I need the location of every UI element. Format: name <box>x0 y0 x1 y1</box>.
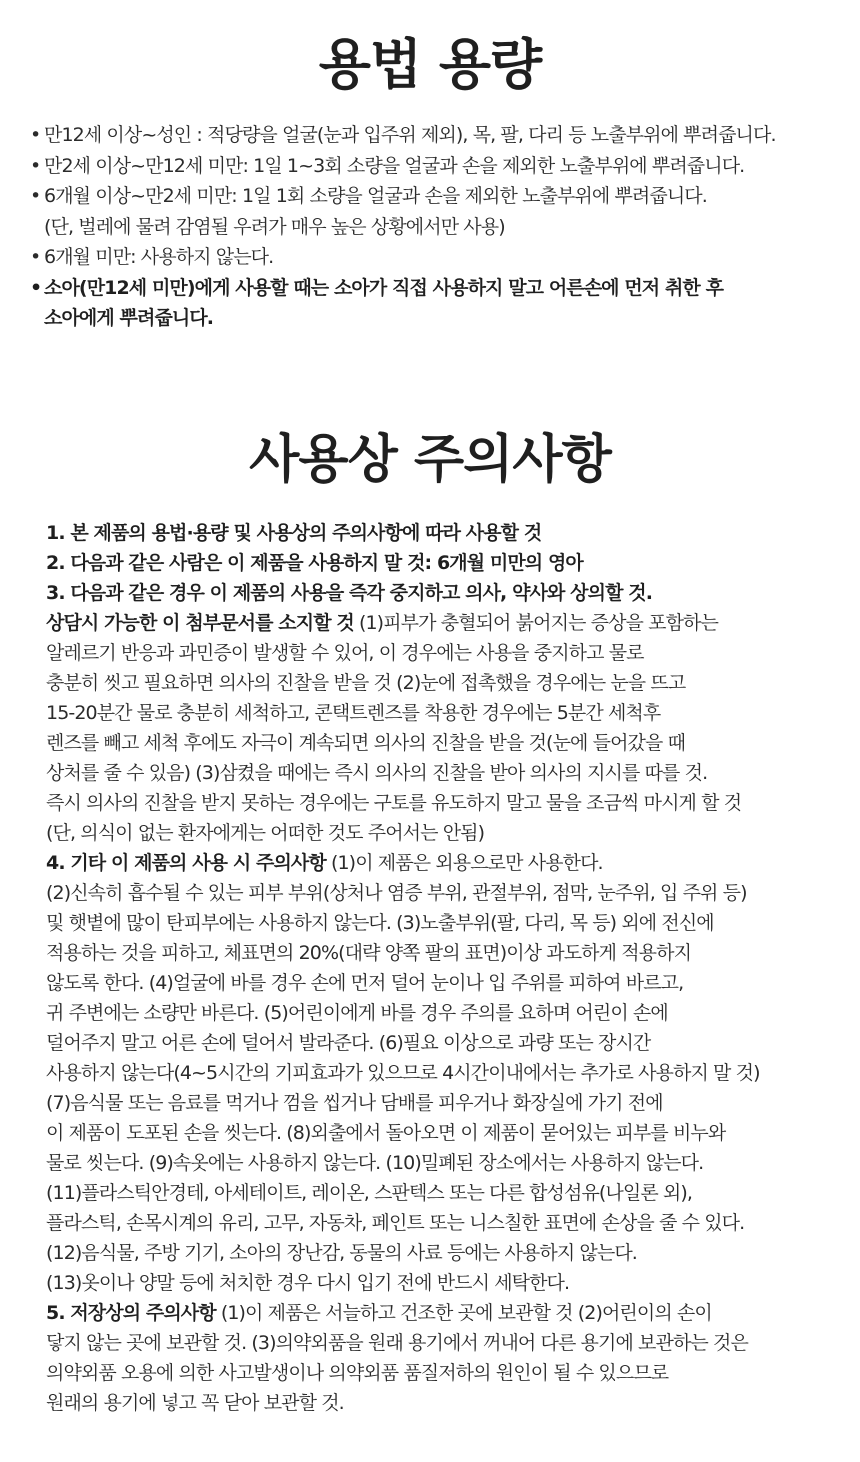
dosage-item <box>30 181 850 242</box>
precaution-text: 귀 주변에는 소량만 바른다. (5)어린이에게 바를 경우 주의를 요하며 어린이 손에 <box>46 1002 668 1024</box>
precaution-heading: 3. 다음과 같은 경우 이 제품의 사용을 즉각 중지하고 의사, 약사와 상의할 것. <box>46 582 653 604</box>
precaution-text: (1)이 제품은 서늘하고 건조한 곳에 보관할 것 (2)어린이의 손이 <box>215 1302 712 1324</box>
precaution-line <box>46 698 846 728</box>
dosage-item <box>30 120 850 151</box>
precaution-line <box>46 1208 846 1238</box>
bullet-icon: • <box>30 124 41 146</box>
dosage-text: 만2세 이상~만12세 미만: 1일 1~3회 소량을 얼굴과 손을 제외한 노출부위에 뿌려줍니다. <box>44 154 745 177</box>
precaution-text: (13)옷이나 양말 등에 처치한 경우 다시 입기 전에 반드시 세탁한다. <box>46 1272 570 1294</box>
dosage-text: 소아에게 뿌려줍니다. <box>44 307 214 329</box>
precaution-text: 덜어주지 말고 어른 손에 덜어서 발라준다. (6)필요 이상으로 과량 또는 장시간 <box>46 1032 651 1054</box>
precaution-line <box>46 728 846 758</box>
dosage-list <box>30 120 850 334</box>
precaution-text: 적용하는 것을 피하고, 체표면의 20%(대략 양쪽 팔의 표면)이상 과도하게 적용하지 <box>46 942 692 964</box>
precaution-text: 플라스틱, 손목시계의 유리, 고무, 자동차, 페인트 또는 니스칠한 표면에 손상을 줄 수 있다. <box>46 1212 745 1234</box>
bullet-icon: • <box>30 185 41 207</box>
precaution-text: 사용하지 않는다(4~5시간의 기피효과가 있으므로 4시간이내에서는 추가로 사용하지 말 것) <box>46 1062 760 1084</box>
dosage-item-emphasis <box>30 273 850 334</box>
precaution-text: 물로 씻는다. (9)속옷에는 사용하지 않는다. (10)밀폐된 장소에서는 사용하지 않는다. <box>46 1152 704 1174</box>
bullet-icon: • <box>30 276 42 299</box>
precaution-text: (1)피부가 충혈되어 붉어지는 증상을 포함하는 <box>353 612 718 634</box>
precaution-heading: 상담시 가능한 이 첨부문서를 소지할 것 <box>46 612 354 634</box>
precaution-text: 원래의 용기에 넣고 꼭 닫아 보관할 것. <box>46 1392 344 1414</box>
precaution-text: (11)플라스틱안경테, 아세테이트, 레이온, 스판텍스 또는 다른 합성섬유(나일론 외), <box>46 1182 693 1204</box>
precaution-heading: 5. 저장상의 주의사항 <box>46 1302 216 1324</box>
precaution-line <box>46 938 846 968</box>
dosage-text: 소아(만12세 미만)에게 사용할 때는 소아가 직접 사용하지 말고 어른손에 먼저 취한 후 <box>44 276 724 299</box>
precaution-line <box>46 518 846 548</box>
precaution-line <box>46 1118 846 1148</box>
precaution-text: 15-20분간 물로 충분히 세척하고, 콘택트렌즈를 착용한 경우에는 5분간 세척후 <box>46 702 661 724</box>
precaution-line <box>46 1388 846 1418</box>
dosage-text: (단, 벌레에 물려 감염될 우려가 매우 높은 상황에서만 사용) <box>44 215 505 238</box>
dosage-item <box>30 242 850 273</box>
precaution-line <box>46 1238 846 1268</box>
precaution-line <box>46 1148 846 1178</box>
dosage-item <box>30 151 850 182</box>
precaution-line <box>46 1298 846 1328</box>
precaution-line <box>46 878 846 908</box>
bullet-icon: • <box>30 154 41 177</box>
precaution-line <box>46 608 846 638</box>
precaution-text: (1)이 제품은 외용으로만 사용한다. <box>325 852 603 874</box>
precaution-text: 의약외품 오용에 의한 사고발생이나 의약외품 품질저하의 원인이 될 수 있으므로 <box>46 1362 669 1384</box>
precaution-line <box>46 1328 846 1358</box>
precaution-text: 및 햇볕에 많이 탄피부에는 사용하지 않는다. (3)노출부위(팔, 다리, 목 등) 외에 전신에 <box>46 912 714 934</box>
precaution-text: (12)음식물, 주방 기기, 소아의 장난감, 동물의 사료 등에는 사용하지 않는다. <box>46 1242 637 1264</box>
precaution-line <box>46 908 846 938</box>
precaution-text: 않도록 한다. (4)얼굴에 바를 경우 손에 먼저 덜어 눈이나 입 주위를 피하여 바르고, <box>46 972 684 994</box>
precaution-line <box>46 638 846 668</box>
precaution-line <box>46 968 846 998</box>
precaution-text: (2)신속히 흡수될 수 있는 피부 부위(상처나 염증 부위, 관절부위, 점막, 눈주위, 입 주위 등) <box>46 882 747 904</box>
precaution-line <box>46 1028 846 1058</box>
precaution-text: 렌즈를 빼고 세척 후에도 자극이 계속되면 의사의 진찰을 받을 것(눈에 들어갔을 때 <box>46 732 686 754</box>
dosage-text: 6개월 이상~만2세 미만: 1일 1회 소량을 얼굴과 손을 제외한 노출부위에 뿌려줍니다. <box>44 185 707 207</box>
precaution-line <box>46 1088 846 1118</box>
section-title-dosage: 용법 용량 <box>318 33 542 96</box>
precaution-text: 충분히 씻고 필요하면 의사의 진찰을 받을 것 (2)눈에 접촉했을 경우에는 눈을 뜨고 <box>46 672 686 694</box>
precaution-line <box>46 578 846 608</box>
precaution-line <box>46 1058 846 1088</box>
precautions-body <box>46 518 846 1418</box>
precaution-text: 알레르기 반응과 과민증이 발생할 수 있어, 이 경우에는 사용을 중지하고 물로 <box>46 642 644 664</box>
dosage-text: 6개월 미만: 사용하지 않는다. <box>44 246 274 268</box>
precaution-text: (단, 의식이 없는 환자에게는 어떠한 것도 주어서는 안됨) <box>46 822 485 844</box>
precaution-heading: 2. 다음과 같은 사람은 이 제품을 사용하지 말 것: 6개월 미만의 영아 <box>46 552 583 574</box>
dosage-text: 만12세 이상~성인 : 적당량을 얼굴(눈과 입주위 제외), 목, 팔, 다리 등 노출부위에 뿌려줍니다. <box>44 124 776 146</box>
precaution-line <box>46 548 846 578</box>
precaution-line <box>46 1358 846 1388</box>
precaution-text: 이 제품이 도포된 손을 씻는다. (8)외출에서 돌아오면 이 제품이 묻어있는 피부를 비누와 <box>46 1122 726 1144</box>
precaution-line <box>46 848 846 878</box>
precaution-line <box>46 818 846 848</box>
precaution-line <box>46 1178 846 1208</box>
section-title-precautions: 사용상 주의사항 <box>249 430 611 490</box>
bullet-icon: • <box>30 246 41 268</box>
precaution-line <box>46 998 846 1028</box>
precaution-heading: 4. 기타 이 제품의 사용 시 주의사항 <box>46 852 326 874</box>
precaution-line <box>46 668 846 698</box>
precaution-text: 닿지 않는 곳에 보관할 것. (3)의약외품을 원래 용기에서 꺼내어 다른 용기에 보관하는 것은 <box>46 1332 748 1354</box>
precaution-line <box>46 758 846 788</box>
precaution-line <box>46 1268 846 1298</box>
precaution-text: (7)음식물 또는 음료를 먹거나 껌을 씹거나 담배를 피우거나 화장실에 가기 전에 <box>46 1092 663 1114</box>
precaution-text: 상처를 줄 수 있음) (3)삼켰을 때에는 즉시 의사의 진찰을 받아 의사의 지시를 따를 것. <box>46 762 708 784</box>
precaution-line <box>46 788 846 818</box>
precaution-heading: 1. 본 제품의 용법·용량 및 사용상의 주의사항에 따라 사용할 것 <box>46 522 542 544</box>
precaution-text: 즉시 의사의 진찰을 받지 못하는 경우에는 구토를 유도하지 말고 물을 조금씩 마시게 할 것 <box>46 792 742 814</box>
